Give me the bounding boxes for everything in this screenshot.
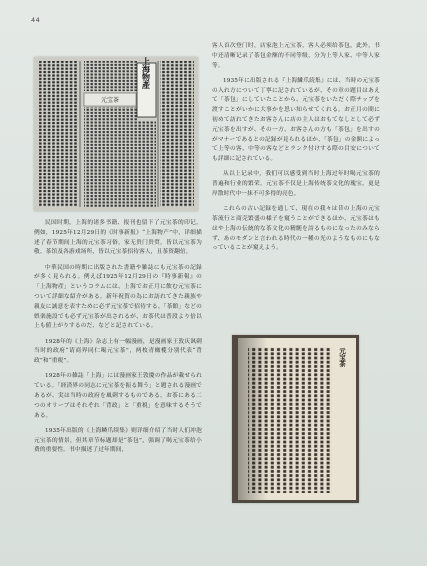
page-number: 44 — [31, 16, 41, 24]
right-text-column — [212, 42, 380, 260]
book-photo-graphic — [232, 335, 359, 503]
newspaper-heading-text: 上海物產 — [141, 57, 152, 89]
right-paragraph-3: 从以上记录中，我们可以感受到当时上海过年时喝元宝茶的普遍和行业的繁荣。元宝茶不仅是上海传统茶文化的瑰宝，更是岸散时代中一抹不可多得的亮色。 — [212, 171, 380, 197]
left-paragraph-1: 民国时期，上海的诸多书籍、报刊也留下了元宝茶的印记。例如，1925年12月29日的《时事新报》“上海物产”中，详细描述了春节期间上海的元宝茶习俗，家无贵门贵贸，皆以元宝茶为敬。茶馆及各游戏场所，皆以元宝茶招待客人，且茶资翻倍。 — [34, 220, 202, 256]
right-paragraph-1: 客人首次登门时，店家泡上元宝茶，客人必须给茶包，此外，书中还清晰记录了茶包金额的不同等级，分为上等人家、中等人家等。 — [212, 43, 380, 69]
newspaper-scan-graphic — [34, 57, 198, 211]
left-paragraph-4: 1928年の雑誌「上海」には漫画家王敦慶の作品が載せられている。「経済界の同志に元宝茶を振る舞う」と題される漫画であるが、実は当時の政府を風刺するものである。お茶にある二つのオリーブはそれぞれ「背政」と「重税」を意味するそうである。 — [34, 373, 202, 419]
newspaper-subheading-text: 元宝茶 — [100, 97, 120, 104]
left-paragraph-3: 1928年的《上海》杂志上有一幅漫画，是漫画家王敦庆讽刺当时的政府“请商界同仁喝元宝茶”，两枚青橄榄分别代表“背政”和“重税”。 — [34, 338, 202, 365]
left-paragraph-5: 1935年出版的《上海鳞爪续集》则详细介绍了当时人们冲泡元宝茶的情景，但其章节标题却是“茶包”，强调了喝元宝茶给小费的重要性。书中描述了过年期间， — [34, 427, 202, 454]
book-page-image — [232, 335, 359, 503]
left-text-column — [34, 219, 202, 461]
newspaper-scan-image — [34, 57, 198, 211]
left-paragraph-2: 中華民国の時期に出版された書籍や雑誌にも元宝茶の記録が多く見られる。例えば1925年12月29日の『時事新報』の「上海物産」というコラムには、上海でお正月に飲む元宝茶について詳細な紹介がある。新年祝賀の為にお訪れてきた親族や親友に誠意を表すために必ず元宝茶で招待する。「茶館」などの娯楽施設でも必ず元宝茶が出されるが、お茶代は普段より倍以上も値上がりするのだ、などと記されている。 — [34, 264, 202, 330]
right-paragraph-2: 1935年に出版される『上海鱗爪続集』には、当時の元宝茶の入れ方について丁寧に記されているが、その章の題目はあえて「茶包」にしていたことから、元宝茶をいただく際チップを渡すことがいかに大事かを思い知らせてくれる。お正月の間に初めて訪れてきたお客さんに店の主人はおもてなしとして必ず元宝茶を出すが、その一方、お客さんの方も「茶包」を出すのがマナーであるとの記録が見られるほか、「茶包」の金額によって上等の客、中等の客などとランク付けする際の目安についても詳細に記されている。 — [212, 77, 380, 163]
right-paragraph-4: これらの古い記録を通して、現在の我々は昔の上海の元宝茶流行と商売繁盛の様子を窺うことができるほか、元宝茶はもはや上海の伝統的な茶文化の精髄を詩るものになったのみならず、あのモダンと言われる時代の一種の光のようなものにもなっていることが窺えよう。 — [212, 206, 380, 252]
